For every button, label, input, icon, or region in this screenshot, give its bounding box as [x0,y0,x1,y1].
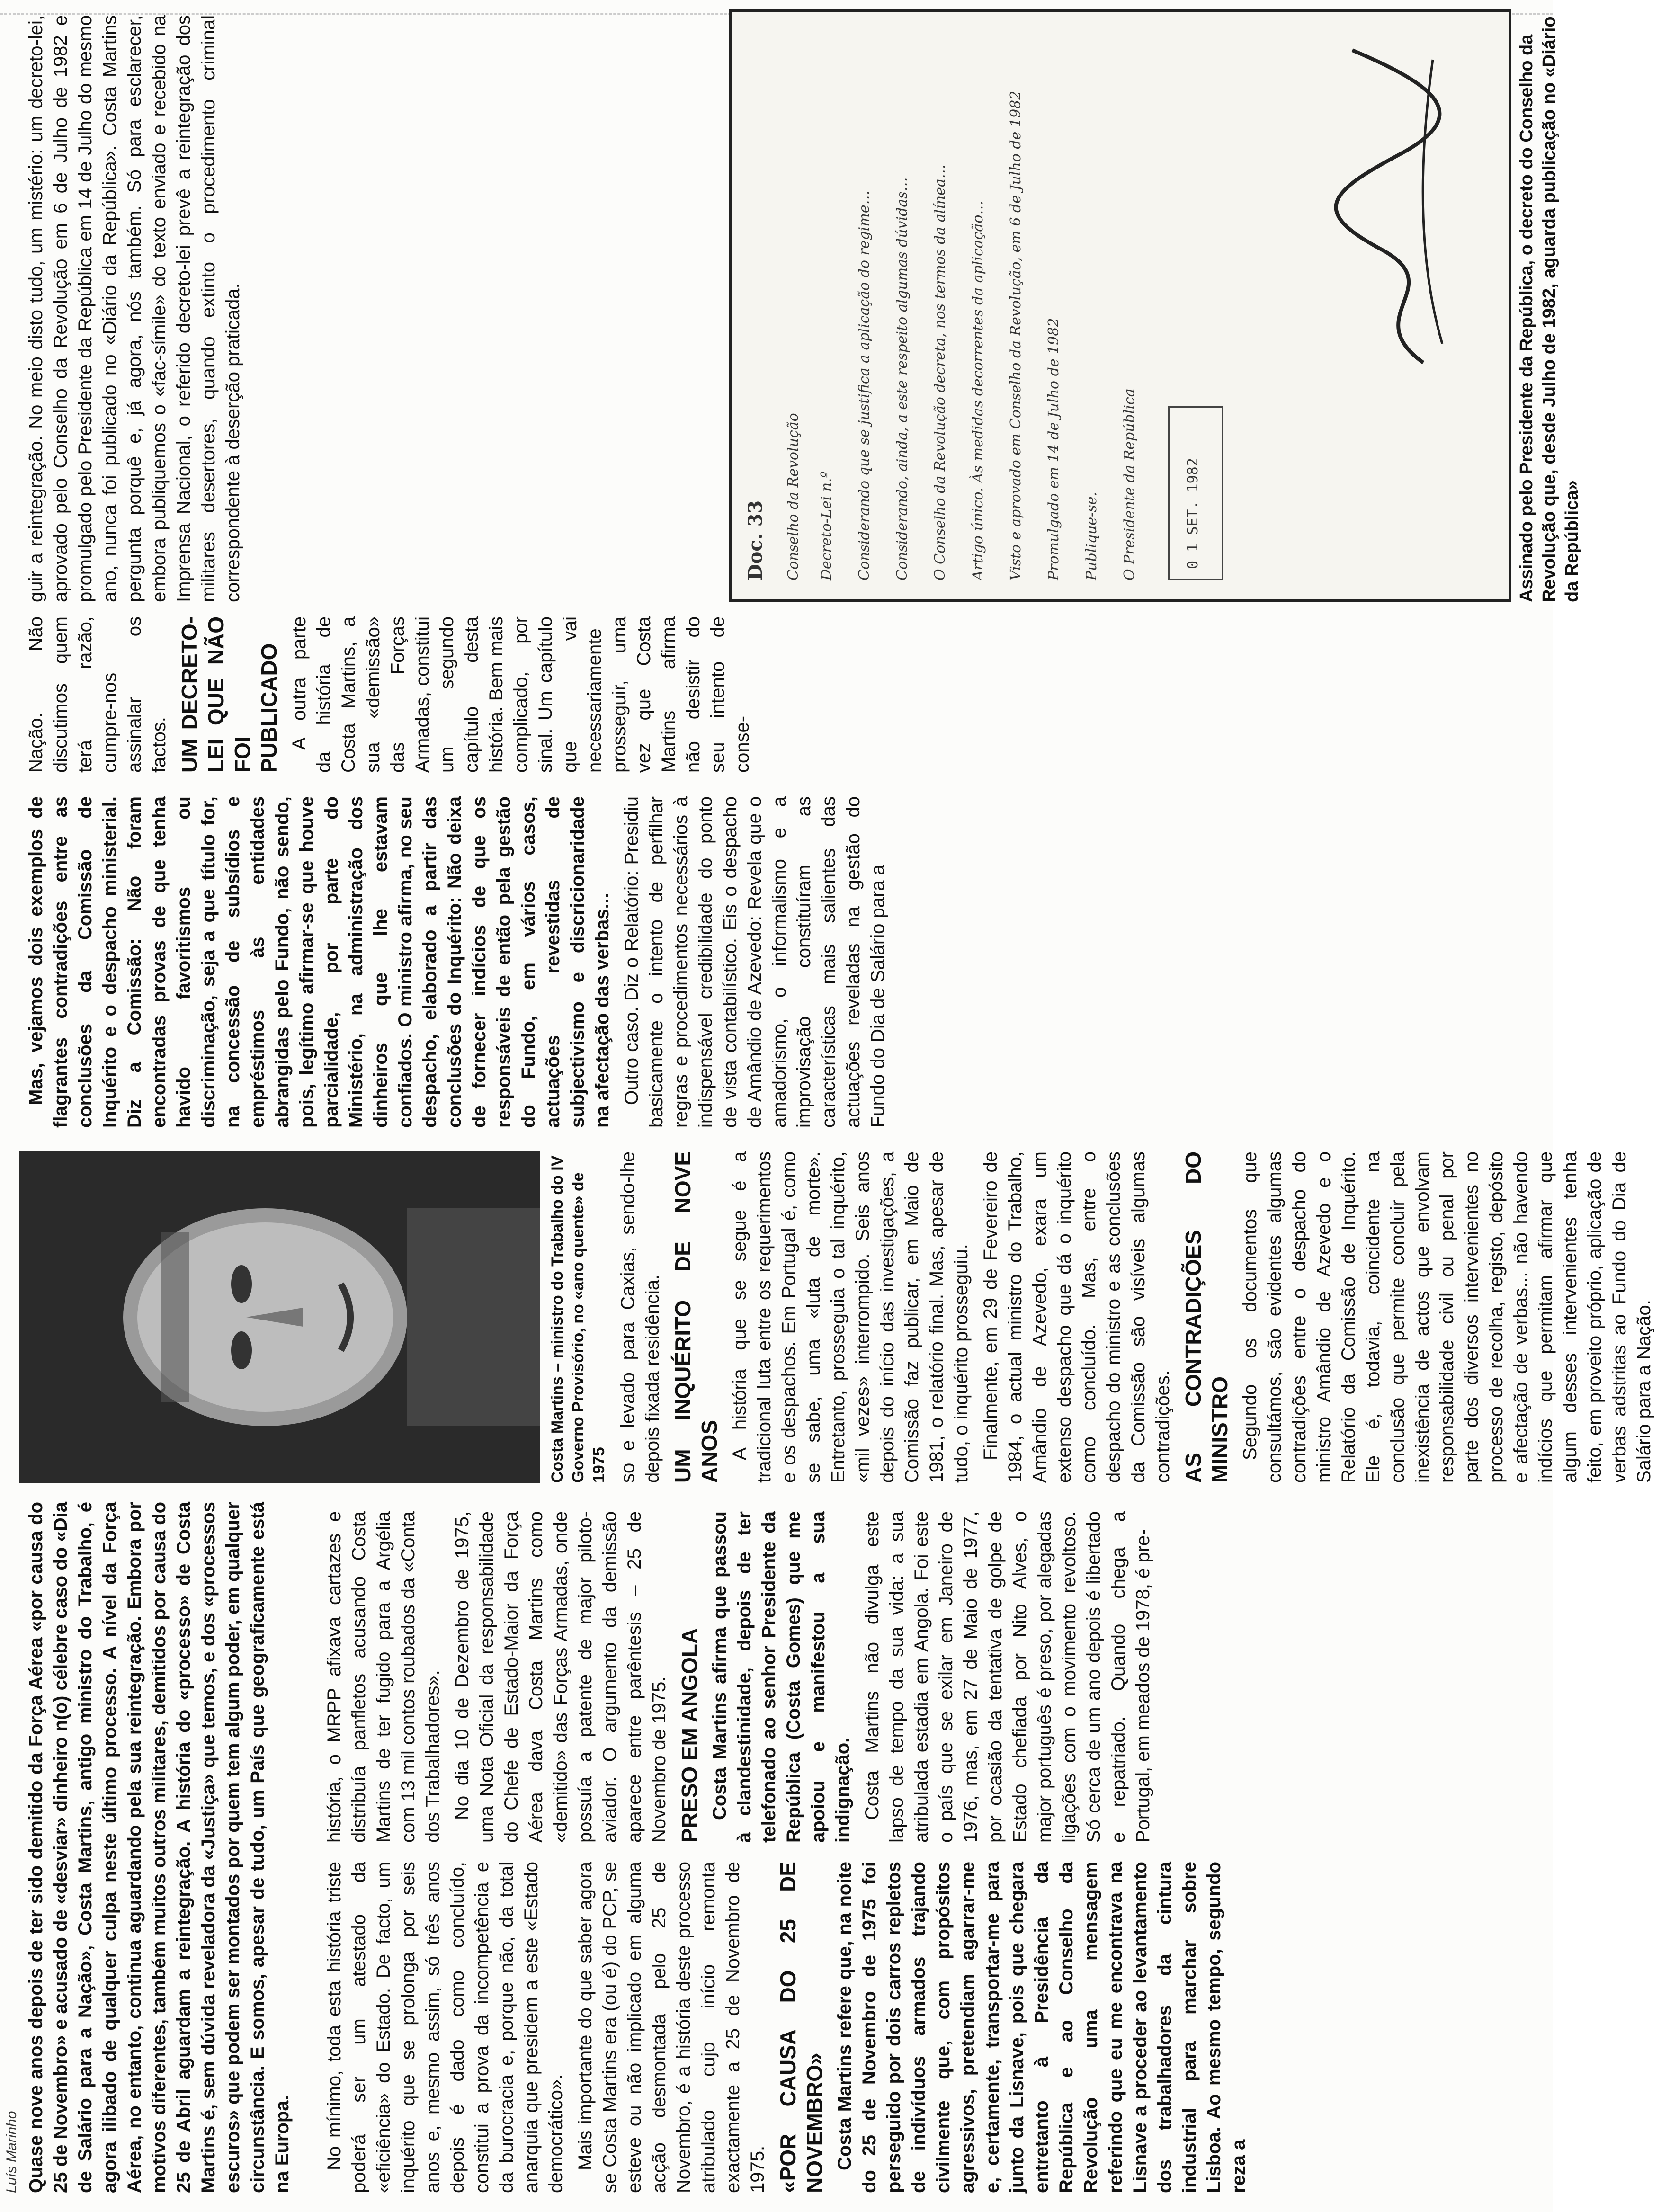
section-heading: AS CONTRADIÇÕES DO MINISTRO [1181,1151,1232,1483]
decree-facsimile [729,9,1511,602]
section-heading: UM INQUÉRITO DE NOVE ANOS [670,1151,722,1483]
receipt-stamp [1168,406,1223,580]
column-3 [616,1151,1661,1483]
doc-line: Publique-se. [1083,491,1100,580]
section-heading: «POR CAUSA DO 25 DE NOVEMBRO» [776,1862,827,2193]
paragraph: so e levado para Caxias, sendo-lhe depois fixada residência. [617,1151,663,1483]
column-4 [24,796,895,1128]
article-lead: Quase nove anos depois de ter sido demitido da Força Aérea «por causa do 25 de Novembro» e acusado de «desviar» dinheiro n(o) célebre caso do «Dia de Salário para a Nação», Costa Martins, antigo ministro do Trabalho, é agora ilibado de qualquer culpa neste último processo. A nível da Força Aérea, no entanto, continua aguardando pela sua reintegração. Embora por motivos diferentes, também muitos outros militares, demitidos por causa do 25 de Abril aguardam a reintegração. A história do «processo» de Costa Martins é, sem dúvida reveladora da «Justiça» que temos, e dos «processos escuros» que podem ser montados por quem tem algum poder, em qualquer circunstância. E somos, apesar de tudo, um País que geograficamente está na Europa. [26,1502,293,2193]
stamp-date: 0 1 SET. 1982 [1185,458,1201,569]
column-5 [24,616,759,773]
author-credit: Luís Marinho [4,2111,19,2193]
paragraph: Mais importante do que saber agora se Costa Martins era (ou é) do PCP, se esteve ou não implicado em alguma acção desmontada pelo 25 de Novembro, é a história deste processo atribulado cujo início remonta exactamente a 25 de Novembro de 1975. [575,1862,768,2193]
doc-line: O Conselho da Revolução decreta, nos termos da alínea… [932,164,948,580]
facsimile-caption: Assinado pelo Presidente da República, o decreto do Conselho da Revolução que, desde Julho de 1982, aguarda publicação no «Diário da República» [1517,16,1582,602]
doc-line: O Presidente da República [1121,388,1138,580]
photo-caption: Costa Martins – ministro do Trabalho do IV Governo Provisório, no «ano quente» de 1975 [548,1155,608,1483]
section-heading: UM DECRETO-LEI QUE NÃO FOI PUBLICADO [177,616,281,773]
section-heading: PRESO EM ANGOLA [677,1628,702,1843]
paragraph: Nação. Não discutimos quem terá razão, cumpre-nos assinalar os factos. [26,616,170,773]
paragraph: Costa Martins refere que, na noite do 25 de Novembro de 1975 foi perseguido por dois carros repletos de indivíduos armados trajando civilmente que, com propósitos agressivos, pretendiam agarrar-me e, certamente, transportar-me para junto da Lisnave, pois que chegara entretanto à Presidência da República e ao Conselho da Revolução uma mensagem referindo que eu me encontrava na Lisnave a proceder ao levantamento dos trabalhadores da cintura industrial para marchar sobre Lisboa. Ao mesmo tempo, segundo reza a [834,1862,1249,2193]
doc-line: Visto e aprovado em Conselho da Revolução, em 6 de Julho de 1982 [1008,90,1024,580]
signature-icon [1300,41,1471,372]
doc-line: Considerando, ainda, a este respeito algumas dúvidas… [894,177,911,580]
portrait-image [19,1151,540,1483]
paragraph: guir a reintegração. No meio disto tudo, um mistério: um decreto-lei, aprovado pelo Conselho da Revolução em 6 de Julho de 1982 e promulgado pelo Presidente da República em 14 de Julho do mesmo ano, nunca foi publicado no «Diário da República». Costa Martins pergunta porquê e, já agora, nós também. Só para esclarecer, embora publiquemos o «fac-símile» do texto enviado e recebido na Imprensa Nacional, o referido decreto-lei prevê a reintegração dos militares desertores, quando extinto o procedimento criminal correspondente à deserção praticada. [26,15,243,602]
doc-line: Decreto-Lei n.º [818,471,835,580]
paragraph: No mínimo, toda esta história triste poderá ser um atestado da «eficiência» do Estado. De facto, um inquérito que se prolonga por seis anos e, mesmo assim, só três anos depois é dado como concluído, constitui a prova da incompetência e da burocracia e, porque não, da total anarquia que presidem a este «Estado democrático». [324,1862,566,2193]
paragraph: história, o MRPP afixava cartazes e distribuía panfletos acusando Costa Martins de ter fugido para a Argélia com 13 mil contos roubados da «Conta dos Trabalhadores». [324,1511,443,1843]
paragraph: A história que se segue é a tradicional luta entre os requerimentos e os despachos. Em Portugal é, como se sabe, uma «luta de morte». Entretanto, prosseguia o tal inquérito, «mil vezes» interrompido. Seis anos depois do início das investigações, a Comissão faz publicar, em Maio de 1981, o relatório final. Mas, apesar de tudo, o inquérito prosseguiu. [729,1151,972,1483]
doc-line: Conselho da Revolução [785,413,802,580]
doc-label: Doc. 33 [744,500,767,580]
paragraph: Outro caso. Diz o Relatório: Presidiu basicamente o intento de perfilhar regras e procedimentos necessários à indispensável credibilidade do ponto de vista contabilístico. Eis o despacho de Amândio de Azevedo: Revela que o amadorismo, o informalismo e a improvisação constituíram as características mais salientes das actuações reveladas na gestão do Fundo do Dia de Salário para a [621,796,888,1128]
column-1 [322,1862,1256,2193]
paragraph: Costa Martins não divulga este lapso de tempo da sua vida: a sua atribulada estadia em Angola. Foi este o país que se exilar em Janeiro de 1976, mas, em 27 de Maio de 1977, por ocasião da tentativa de golpe de Estado chefiada por Nito Alves, o major português é preso, por alegadas ligações com o movimento revoltoso. Só cerca de um ano depois é libertado e repatriado. Quando chega a Portugal, em meados de 1978, é pre- [862,1511,1153,1843]
article-lead-block [24,1502,299,2193]
portrait-photo [19,1151,540,1483]
column-6 [24,15,250,602]
column-2 [322,1511,1160,1843]
doc-line: Artigo único. Às medidas decorrentes da aplicação… [970,200,986,580]
paragraph: A outra parte da história de Costa Martins, a sua «demissão» das Forças Armadas, constitui um segundo capítulo desta história. Bem mais complicado, por sinal. Um capítulo que vai necessariamente prosseguir, uma vez que Costa Martins afirma não desistir do seu intento de conse- [289,616,753,773]
paragraph: Mas, vejamos dois exemplos de flagrantes contradições entre as conclusões da Comissão de Inquérito e o despacho ministerial. Diz a Comissão: Não foram encontradas provas de que tenha havido favoritismos ou discriminação, seja a que título for, na concessão de subsídios e empréstimos às entidades abrangidas pelo Fundo, não sendo, pois, legítimo afirmar-se que houve parcialidade, por parte do Ministério, na administração dos dinheiros que lhe estavam confiados. O ministro afirma, no seu despacho, elaborado a partir das conclusões do Inquérito: Não deixa de fornecer indícios de que os responsáveis de então pela gestão do Fundo, em vários casos, actuações revestidas de subjectivismo e discricionaridade na afectação das verbas... [26,796,613,1128]
doc-line: Considerando que se justifica a aplicação do regime… [856,190,873,580]
paragraph: Segundo os documentos que consultámos, são evidentes algumas contradições entre o despacho do ministro Amândio de Azevedo e o Relatório da Comissão de Inquérito. Ele é, todavia, coincidente na conclusão que permite concluir pela inexistência de actos que envolvam responsabilidade civil ou penal por parte dos diversos intervenientes no processo de recolha, registo, depósito e afectação de verbas... não havendo indícios que permitam afirmar que algum desses intervenientes tenha feito, em proveito próprio, aplicação de verbas adstritas ao Fundo do Dia de Salário para a Nação. [1240,1151,1654,1483]
paragraph: No dia 10 de Dezembro de 1975, uma Nota Oficial da responsabilidade do Chefe de Estado-Maior da Força Aérea dava Costa Martins como «demitido» das Forças Armadas, onde possuía a patente de major piloto-aviador. O argumento da demissão aparece entre parêntesis – 25 de Novembro de 1975. [452,1511,670,1843]
paragraph: Finalmente, em 29 de Fevereiro de 1984, o actual ministro do Trabalho, Amândio de Azevedo, exara um extenso despacho que dá o inquérito como concluído. Mas, entre o despacho do ministro e as conclusões da Comissão são visíveis algumas contradições. [980,1151,1173,1483]
paragraph: Costa Martins afirma que passou à clandestinidade, depois de ter telefonado ao senhor Presidente da República (Costa Gomes) que me apoiou e manifestou a sua indignação. [709,1511,853,1843]
doc-line: Promulgado em 14 de Julho de 1982 [1045,318,1062,580]
